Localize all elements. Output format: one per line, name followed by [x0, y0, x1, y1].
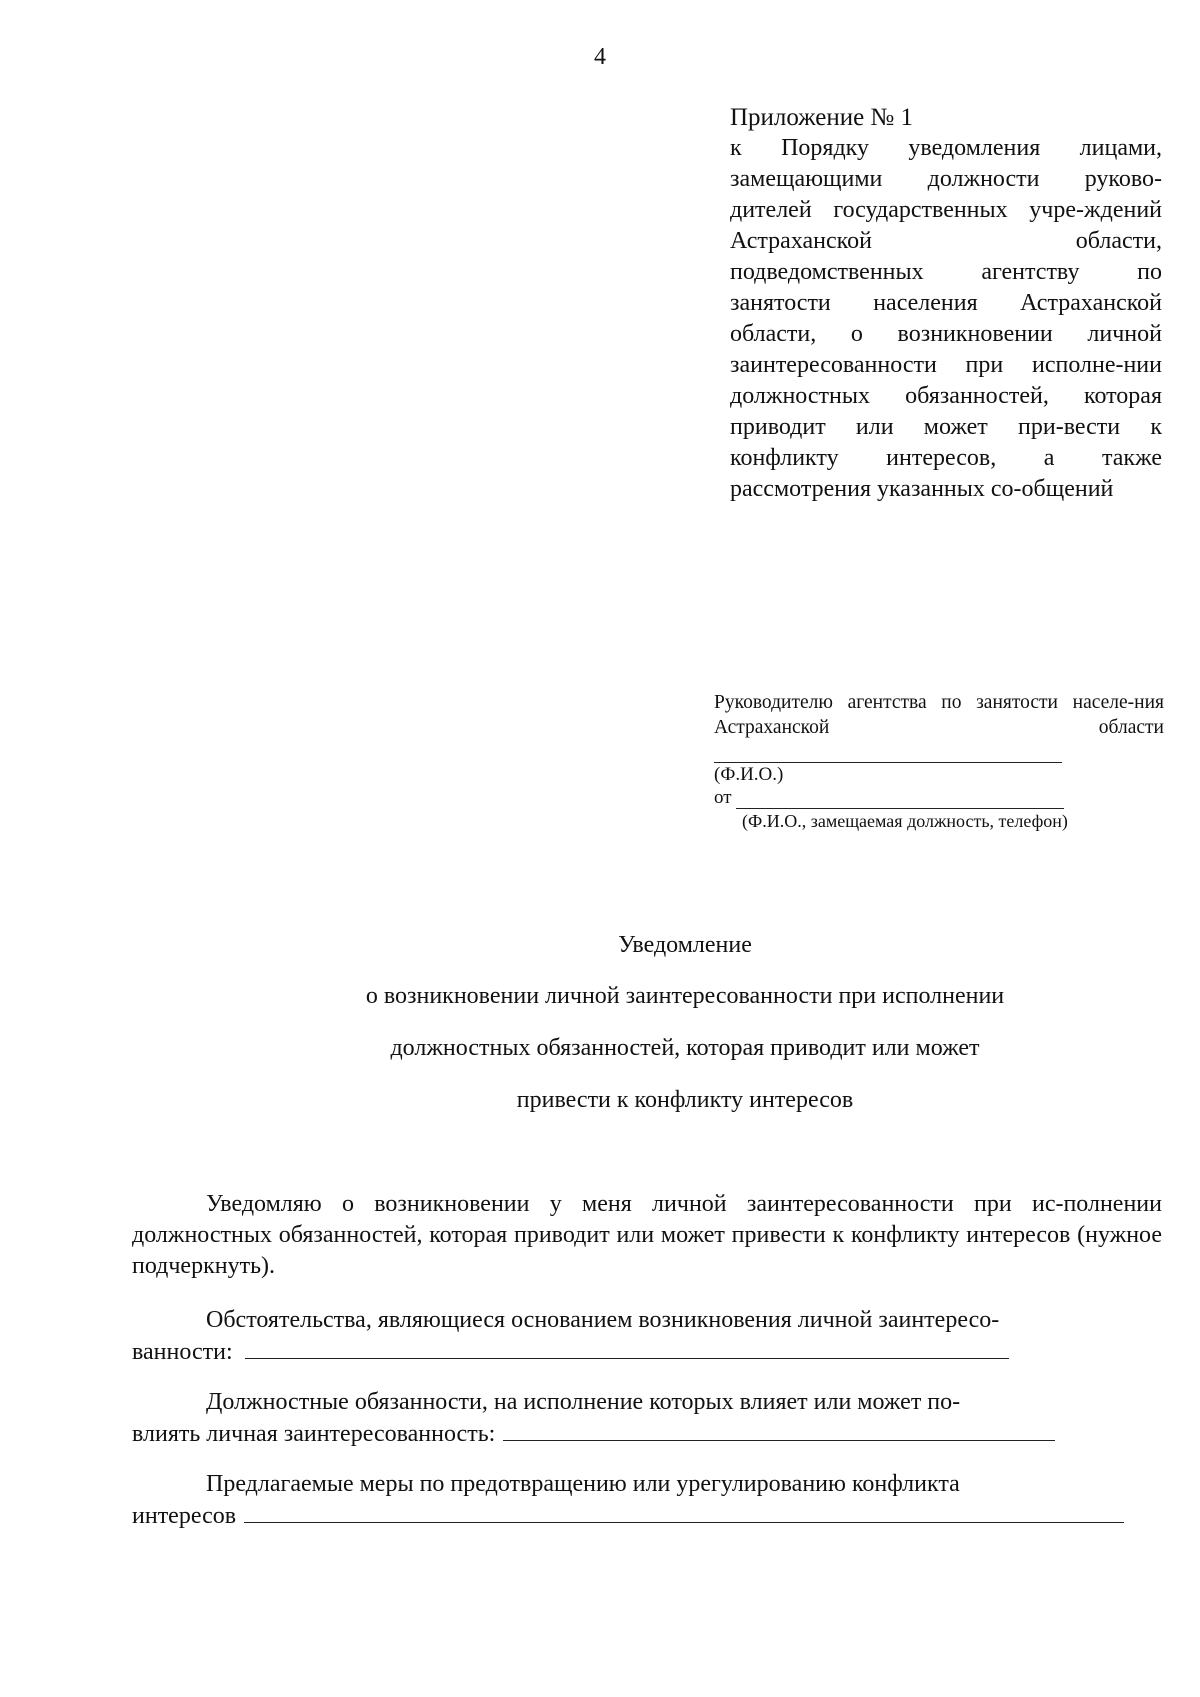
addressee-name-blank-line [714, 740, 1062, 763]
addressee-text: Руководителю агентства по занятости населе-ния Астраханской области [714, 692, 1164, 738]
notice-subtitle-line-3: привести к конфликту интересов [516, 1087, 854, 1113]
paragraph-notification-text: Уведомляю о возникновении у меня личной заинтересованности при ис-полнении должностных обязанностей, которая приводит или может привести к конфликту интересов (нужное подчеркнуть). [132, 1191, 1162, 1279]
measures-second-line [132, 1500, 1162, 1532]
duties-label: влиять личная заинтересованность: [132, 1421, 496, 1447]
paragraph-circumstances [132, 1305, 1162, 1368]
circumstances-second-line [132, 1336, 1162, 1368]
circumstances-label: ванности: [132, 1339, 233, 1365]
paragraph-notification [132, 1189, 1162, 1282]
addressee-block [714, 690, 1164, 833]
from-caption: (Ф.И.О., замещаемая должность, телефон) [742, 811, 1068, 831]
circumstances-fill-line [245, 1336, 1009, 1359]
measures-first-line: Предлагаемые меры по предотвращению или урегулированию конфликта [206, 1471, 960, 1497]
appendix-block [730, 102, 1162, 505]
measures-label: интересов [132, 1503, 237, 1529]
from-label: от [714, 787, 732, 808]
fio-label: (Ф.И.О.) [714, 764, 784, 785]
duties-second-line [132, 1418, 1162, 1450]
duties-fill-line [503, 1418, 1055, 1441]
notice-subtitle-line-1: о возникновении личной заинтересованности при исполнении [365, 983, 1005, 1009]
paragraph-measures [132, 1469, 1162, 1532]
notice-subtitle-line-2: должностных обязанностей, которая приводит или может [390, 1035, 980, 1061]
measures-fill-line [244, 1500, 1124, 1523]
circumstances-first-line: Обстоятельства, являющиеся основанием возникновения личной заинтересо- [206, 1307, 1000, 1333]
appendix-text: к Порядку уведомления лицами, замещающими должности руково-дителей государственных учре-ждений Астраханской области, подведомственных агентству по занятости населения Астраханской области, о возникновении личной заинтересованности при исполне-нии должностных обязанностей, которая приводит или может при-вести к конфликту интересов, а также рассмотрения указанных со-общений [730, 135, 1162, 502]
notice-title: Уведомление [618, 932, 752, 958]
from-blank-line [736, 790, 1064, 809]
duties-first-line: Должностные обязанности, на исполнение которых влияет или может по- [206, 1389, 961, 1415]
page-number: 4 [594, 44, 606, 70]
appendix-title: Приложение № 1 [730, 104, 914, 131]
from-line [714, 787, 1164, 809]
paragraph-duties [132, 1387, 1162, 1450]
